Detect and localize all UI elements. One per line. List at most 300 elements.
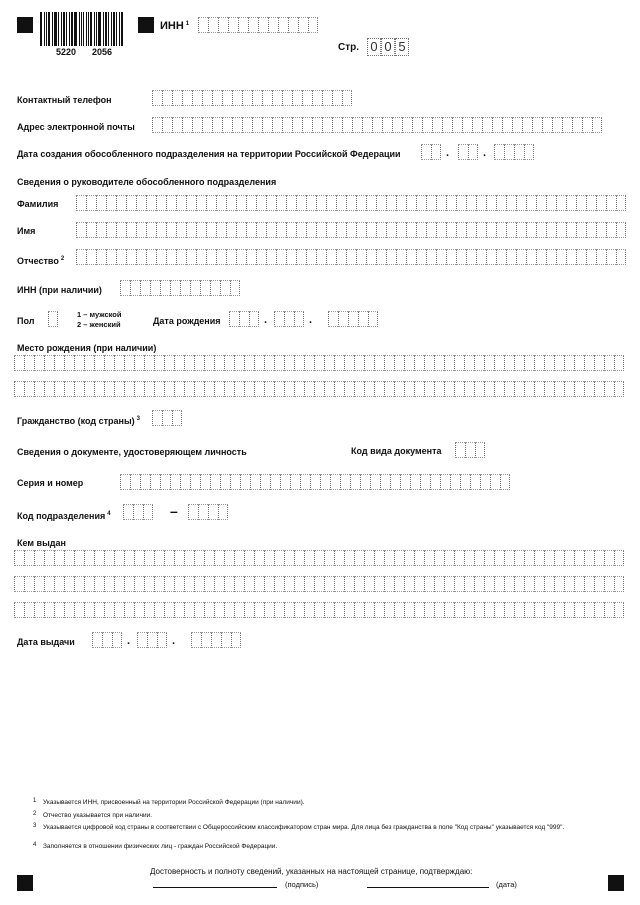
char-cell[interactable]: [114, 576, 124, 592]
char-cell[interactable]: [184, 576, 194, 592]
char-cell[interactable]: [512, 117, 522, 133]
char-cell[interactable]: [274, 550, 284, 566]
char-cell[interactable]: [544, 381, 554, 397]
char-cell[interactable]: [542, 117, 552, 133]
char-cell[interactable]: [254, 602, 264, 618]
patronymic-field[interactable]: [76, 249, 626, 265]
char-cell[interactable]: [170, 474, 180, 490]
char-cell[interactable]: [504, 355, 514, 371]
char-cell[interactable]: [114, 355, 124, 371]
char-cell[interactable]: [614, 602, 624, 618]
char-cell[interactable]: [320, 474, 330, 490]
char-cell[interactable]: [212, 117, 222, 133]
char-cell[interactable]: [574, 602, 584, 618]
char-cell[interactable]: [106, 195, 116, 211]
char-cell[interactable]: [264, 602, 274, 618]
char-cell[interactable]: [164, 602, 174, 618]
char-cell[interactable]: [182, 90, 192, 106]
char-cell[interactable]: [206, 249, 216, 265]
char-cell[interactable]: [140, 280, 150, 296]
char-cell[interactable]: [416, 195, 426, 211]
char-cell[interactable]: [524, 602, 534, 618]
char-cell[interactable]: [420, 474, 430, 490]
char-cell[interactable]: [614, 550, 624, 566]
char-cell[interactable]: [76, 249, 86, 265]
char-cell[interactable]: [194, 550, 204, 566]
char-cell[interactable]: [474, 602, 484, 618]
char-cell[interactable]: [524, 550, 534, 566]
char-cell[interactable]: [310, 474, 320, 490]
char-cell[interactable]: [96, 249, 106, 265]
char-cell[interactable]: [574, 355, 584, 371]
char-cell[interactable]: [254, 550, 264, 566]
char-cell[interactable]: [444, 381, 454, 397]
char-cell[interactable]: [500, 474, 510, 490]
char-cell[interactable]: [249, 311, 259, 327]
creation-date-month[interactable]: [458, 144, 478, 160]
birth-date-month[interactable]: [274, 311, 304, 327]
char-cell[interactable]: [200, 280, 210, 296]
char-cell[interactable]: [534, 381, 544, 397]
char-cell[interactable]: [332, 117, 342, 133]
char-cell[interactable]: [14, 355, 24, 371]
char-cell[interactable]: [334, 576, 344, 592]
char-cell[interactable]: [180, 280, 190, 296]
char-cell[interactable]: [130, 474, 140, 490]
char-cell[interactable]: [136, 249, 146, 265]
email-field[interactable]: [152, 117, 602, 133]
char-cell[interactable]: [431, 144, 441, 160]
char-cell[interactable]: [336, 222, 346, 238]
char-cell[interactable]: [14, 602, 24, 618]
char-cell[interactable]: [472, 117, 482, 133]
char-cell[interactable]: [196, 222, 206, 238]
char-cell[interactable]: [506, 249, 516, 265]
char-cell[interactable]: [396, 195, 406, 211]
char-cell[interactable]: [414, 550, 424, 566]
char-cell[interactable]: [172, 90, 182, 106]
char-cell[interactable]: [96, 222, 106, 238]
char-cell[interactable]: [191, 632, 201, 648]
char-cell[interactable]: [176, 222, 186, 238]
char-cell[interactable]: [298, 17, 308, 33]
char-cell[interactable]: [24, 602, 34, 618]
char-cell[interactable]: [164, 381, 174, 397]
date-line[interactable]: [367, 887, 489, 888]
char-cell[interactable]: [374, 355, 384, 371]
inn-header-field[interactable]: [198, 17, 318, 33]
char-cell[interactable]: [414, 381, 424, 397]
char-cell[interactable]: [362, 117, 372, 133]
char-cell[interactable]: [374, 381, 384, 397]
char-cell[interactable]: [143, 504, 153, 520]
char-cell[interactable]: [410, 474, 420, 490]
char-cell[interactable]: [194, 576, 204, 592]
char-cell[interactable]: [274, 311, 284, 327]
char-cell[interactable]: [606, 222, 616, 238]
char-cell[interactable]: [166, 195, 176, 211]
char-cell[interactable]: [594, 576, 604, 592]
char-cell[interactable]: [476, 195, 486, 211]
char-cell[interactable]: [229, 311, 239, 327]
char-cell[interactable]: [114, 550, 124, 566]
char-cell[interactable]: [454, 550, 464, 566]
char-cell[interactable]: [186, 222, 196, 238]
char-cell[interactable]: [274, 381, 284, 397]
char-cell[interactable]: [196, 195, 206, 211]
char-cell[interactable]: [266, 222, 276, 238]
char-cell[interactable]: [324, 550, 334, 566]
char-cell[interactable]: [434, 550, 444, 566]
char-cell[interactable]: [482, 117, 492, 133]
char-cell[interactable]: [380, 474, 390, 490]
char-cell[interactable]: [272, 117, 282, 133]
char-cell[interactable]: [116, 195, 126, 211]
char-cell[interactable]: [340, 474, 350, 490]
char-cell[interactable]: [554, 355, 564, 371]
char-cell[interactable]: [562, 117, 572, 133]
char-cell[interactable]: [211, 632, 221, 648]
char-cell[interactable]: [286, 222, 296, 238]
char-cell[interactable]: [456, 249, 466, 265]
char-cell[interactable]: [234, 576, 244, 592]
char-cell[interactable]: [226, 249, 236, 265]
char-cell[interactable]: [74, 550, 84, 566]
char-cell[interactable]: [94, 602, 104, 618]
char-cell[interactable]: [156, 249, 166, 265]
char-cell[interactable]: [264, 550, 274, 566]
char-cell[interactable]: [204, 602, 214, 618]
char-cell[interactable]: [414, 355, 424, 371]
char-cell[interactable]: [147, 632, 157, 648]
char-cell[interactable]: [276, 222, 286, 238]
char-cell[interactable]: [44, 602, 54, 618]
char-cell[interactable]: [300, 474, 310, 490]
char-cell[interactable]: [446, 222, 456, 238]
char-cell[interactable]: [576, 249, 586, 265]
char-cell[interactable]: [304, 576, 314, 592]
char-cell[interactable]: [466, 249, 476, 265]
char-cell[interactable]: [210, 474, 220, 490]
char-cell[interactable]: [202, 90, 212, 106]
char-cell[interactable]: [424, 602, 434, 618]
char-cell[interactable]: [266, 249, 276, 265]
char-cell[interactable]: [392, 117, 402, 133]
char-cell[interactable]: [214, 381, 224, 397]
char-cell[interactable]: [248, 17, 258, 33]
char-cell[interactable]: [514, 576, 524, 592]
char-cell[interactable]: [104, 355, 114, 371]
char-cell[interactable]: [564, 381, 574, 397]
char-cell[interactable]: [156, 222, 166, 238]
char-cell[interactable]: [514, 602, 524, 618]
char-cell[interactable]: [254, 355, 264, 371]
char-cell[interactable]: [462, 117, 472, 133]
char-cell[interactable]: [282, 117, 292, 133]
char-cell[interactable]: [304, 550, 314, 566]
char-cell[interactable]: [350, 474, 360, 490]
char-cell[interactable]: [294, 602, 304, 618]
char-cell[interactable]: [250, 474, 260, 490]
char-cell[interactable]: [124, 602, 134, 618]
char-cell[interactable]: [194, 355, 204, 371]
char-cell[interactable]: [204, 355, 214, 371]
char-cell[interactable]: [584, 381, 594, 397]
char-cell[interactable]: [252, 90, 262, 106]
char-cell[interactable]: [514, 355, 524, 371]
char-cell[interactable]: [106, 222, 116, 238]
char-cell[interactable]: [436, 222, 446, 238]
char-cell[interactable]: [524, 381, 534, 397]
char-cell[interactable]: [86, 249, 96, 265]
char-cell[interactable]: [234, 550, 244, 566]
char-cell[interactable]: [276, 195, 286, 211]
char-cell[interactable]: [34, 602, 44, 618]
char-cell[interactable]: [124, 355, 134, 371]
char-cell[interactable]: [566, 195, 576, 211]
char-cell[interactable]: [226, 222, 236, 238]
char-cell[interactable]: [192, 90, 202, 106]
char-cell[interactable]: [54, 381, 64, 397]
char-cell[interactable]: [284, 550, 294, 566]
char-cell[interactable]: [494, 144, 504, 160]
char-cell[interactable]: [246, 222, 256, 238]
char-cell[interactable]: [214, 576, 224, 592]
char-cell[interactable]: [434, 355, 444, 371]
char-cell[interactable]: [484, 602, 494, 618]
char-cell[interactable]: [424, 550, 434, 566]
char-cell[interactable]: [94, 550, 104, 566]
char-cell[interactable]: [604, 355, 614, 371]
issued-by-field-line-3[interactable]: [14, 602, 624, 618]
char-cell[interactable]: [134, 576, 144, 592]
char-cell[interactable]: [484, 355, 494, 371]
issue-date-day[interactable]: [92, 632, 122, 648]
char-cell[interactable]: [154, 602, 164, 618]
char-cell[interactable]: [260, 474, 270, 490]
char-cell[interactable]: [74, 602, 84, 618]
char-cell[interactable]: [198, 17, 208, 33]
char-cell[interactable]: [496, 222, 506, 238]
char-cell[interactable]: [174, 576, 184, 592]
char-cell[interactable]: [264, 355, 274, 371]
char-cell[interactable]: [314, 381, 324, 397]
char-cell[interactable]: [324, 381, 334, 397]
char-cell[interactable]: [514, 381, 524, 397]
char-cell[interactable]: [44, 381, 54, 397]
char-cell[interactable]: [446, 249, 456, 265]
char-cell[interactable]: [436, 249, 446, 265]
char-cell[interactable]: [206, 195, 216, 211]
char-cell[interactable]: [344, 381, 354, 397]
char-cell[interactable]: [274, 602, 284, 618]
char-cell[interactable]: [136, 222, 146, 238]
char-cell[interactable]: [416, 249, 426, 265]
char-cell[interactable]: [276, 249, 286, 265]
char-cell[interactable]: [294, 576, 304, 592]
char-cell[interactable]: [476, 222, 486, 238]
char-cell[interactable]: [554, 576, 564, 592]
char-cell[interactable]: [244, 576, 254, 592]
char-cell[interactable]: [344, 550, 354, 566]
char-cell[interactable]: [214, 550, 224, 566]
char-cell[interactable]: [186, 195, 196, 211]
char-cell[interactable]: [384, 550, 394, 566]
char-cell[interactable]: [426, 249, 436, 265]
char-cell[interactable]: [566, 249, 576, 265]
char-cell[interactable]: [328, 311, 338, 327]
char-cell[interactable]: [596, 195, 606, 211]
char-cell[interactable]: [614, 576, 624, 592]
char-cell[interactable]: [534, 550, 544, 566]
char-cell[interactable]: [234, 381, 244, 397]
char-cell[interactable]: [214, 602, 224, 618]
char-cell[interactable]: [242, 117, 252, 133]
char-cell[interactable]: [372, 117, 382, 133]
char-cell[interactable]: [184, 381, 194, 397]
char-cell[interactable]: [364, 576, 374, 592]
char-cell[interactable]: [436, 195, 446, 211]
char-cell[interactable]: [338, 311, 348, 327]
char-cell[interactable]: [234, 355, 244, 371]
char-cell[interactable]: [154, 550, 164, 566]
char-cell[interactable]: [344, 355, 354, 371]
char-cell[interactable]: [14, 381, 24, 397]
char-cell[interactable]: [344, 576, 354, 592]
char-cell[interactable]: [314, 550, 324, 566]
char-cell[interactable]: [316, 195, 326, 211]
char-cell[interactable]: [346, 195, 356, 211]
birth-place-field-line-1[interactable]: [14, 355, 624, 371]
char-cell[interactable]: [176, 249, 186, 265]
char-cell[interactable]: [360, 474, 370, 490]
char-cell[interactable]: [454, 576, 464, 592]
char-cell[interactable]: [84, 576, 94, 592]
char-cell[interactable]: [288, 17, 298, 33]
char-cell[interactable]: [556, 195, 566, 211]
char-cell[interactable]: [24, 550, 34, 566]
char-cell[interactable]: [252, 117, 262, 133]
sex-field[interactable]: [48, 311, 58, 327]
char-cell[interactable]: [374, 602, 384, 618]
char-cell[interactable]: [246, 195, 256, 211]
char-cell[interactable]: [440, 474, 450, 490]
char-cell[interactable]: [222, 117, 232, 133]
char-cell[interactable]: [456, 222, 466, 238]
char-cell[interactable]: [444, 576, 454, 592]
char-cell[interactable]: [76, 222, 86, 238]
char-cell[interactable]: [258, 17, 268, 33]
surname-field[interactable]: [76, 195, 626, 211]
char-cell[interactable]: [460, 474, 470, 490]
char-cell[interactable]: [152, 117, 162, 133]
char-cell[interactable]: [314, 602, 324, 618]
char-cell[interactable]: [584, 602, 594, 618]
char-cell[interactable]: [264, 381, 274, 397]
char-cell[interactable]: [396, 222, 406, 238]
char-cell[interactable]: [236, 195, 246, 211]
issue-date-year[interactable]: [191, 632, 241, 648]
char-cell[interactable]: [24, 576, 34, 592]
char-cell[interactable]: [594, 602, 604, 618]
char-cell[interactable]: [474, 576, 484, 592]
char-cell[interactable]: [384, 602, 394, 618]
char-cell[interactable]: [592, 117, 602, 133]
char-cell[interactable]: [458, 144, 468, 160]
char-cell[interactable]: [546, 195, 556, 211]
char-cell[interactable]: [24, 355, 34, 371]
char-cell[interactable]: [604, 550, 614, 566]
char-cell[interactable]: [312, 117, 322, 133]
char-cell[interactable]: [394, 381, 404, 397]
char-cell[interactable]: [256, 222, 266, 238]
division-code-part-1[interactable]: [123, 504, 153, 520]
char-cell[interactable]: [274, 355, 284, 371]
char-cell[interactable]: [556, 222, 566, 238]
issued-by-field-line-1[interactable]: [14, 550, 624, 566]
char-cell[interactable]: [342, 117, 352, 133]
char-cell[interactable]: [124, 381, 134, 397]
char-cell[interactable]: [394, 550, 404, 566]
char-cell[interactable]: [292, 117, 302, 133]
char-cell[interactable]: [574, 550, 584, 566]
char-cell[interactable]: [256, 249, 266, 265]
char-cell[interactable]: [262, 117, 272, 133]
char-cell[interactable]: [366, 222, 376, 238]
char-cell[interactable]: [574, 576, 584, 592]
char-cell[interactable]: [604, 381, 614, 397]
char-cell[interactable]: [192, 117, 202, 133]
char-cell[interactable]: [576, 222, 586, 238]
char-cell[interactable]: [480, 474, 490, 490]
char-cell[interactable]: [206, 222, 216, 238]
char-cell[interactable]: [174, 550, 184, 566]
char-cell[interactable]: [54, 550, 64, 566]
char-cell[interactable]: [536, 222, 546, 238]
char-cell[interactable]: [454, 355, 464, 371]
char-cell[interactable]: [296, 195, 306, 211]
char-cell[interactable]: [216, 222, 226, 238]
char-cell[interactable]: [524, 576, 534, 592]
char-cell[interactable]: [150, 474, 160, 490]
char-cell[interactable]: [224, 550, 234, 566]
char-cell[interactable]: [280, 474, 290, 490]
char-cell[interactable]: [302, 90, 312, 106]
char-cell[interactable]: [48, 311, 58, 327]
char-cell[interactable]: [286, 195, 296, 211]
char-cell[interactable]: [184, 550, 194, 566]
char-cell[interactable]: [144, 550, 154, 566]
char-cell[interactable]: [426, 195, 436, 211]
char-cell[interactable]: [464, 602, 474, 618]
char-cell[interactable]: [234, 602, 244, 618]
char-cell[interactable]: [594, 355, 604, 371]
birth-date-day[interactable]: [229, 311, 259, 327]
char-cell[interactable]: [294, 550, 304, 566]
char-cell[interactable]: [212, 90, 222, 106]
char-cell[interactable]: [202, 117, 212, 133]
char-cell[interactable]: [144, 576, 154, 592]
char-cell[interactable]: [544, 550, 554, 566]
char-cell[interactable]: [164, 355, 174, 371]
char-cell[interactable]: [406, 195, 416, 211]
char-cell[interactable]: [334, 355, 344, 371]
char-cell[interactable]: [162, 90, 172, 106]
char-cell[interactable]: [123, 504, 133, 520]
char-cell[interactable]: [284, 576, 294, 592]
birth-date-year[interactable]: [328, 311, 378, 327]
series-number-field[interactable]: [120, 474, 510, 490]
